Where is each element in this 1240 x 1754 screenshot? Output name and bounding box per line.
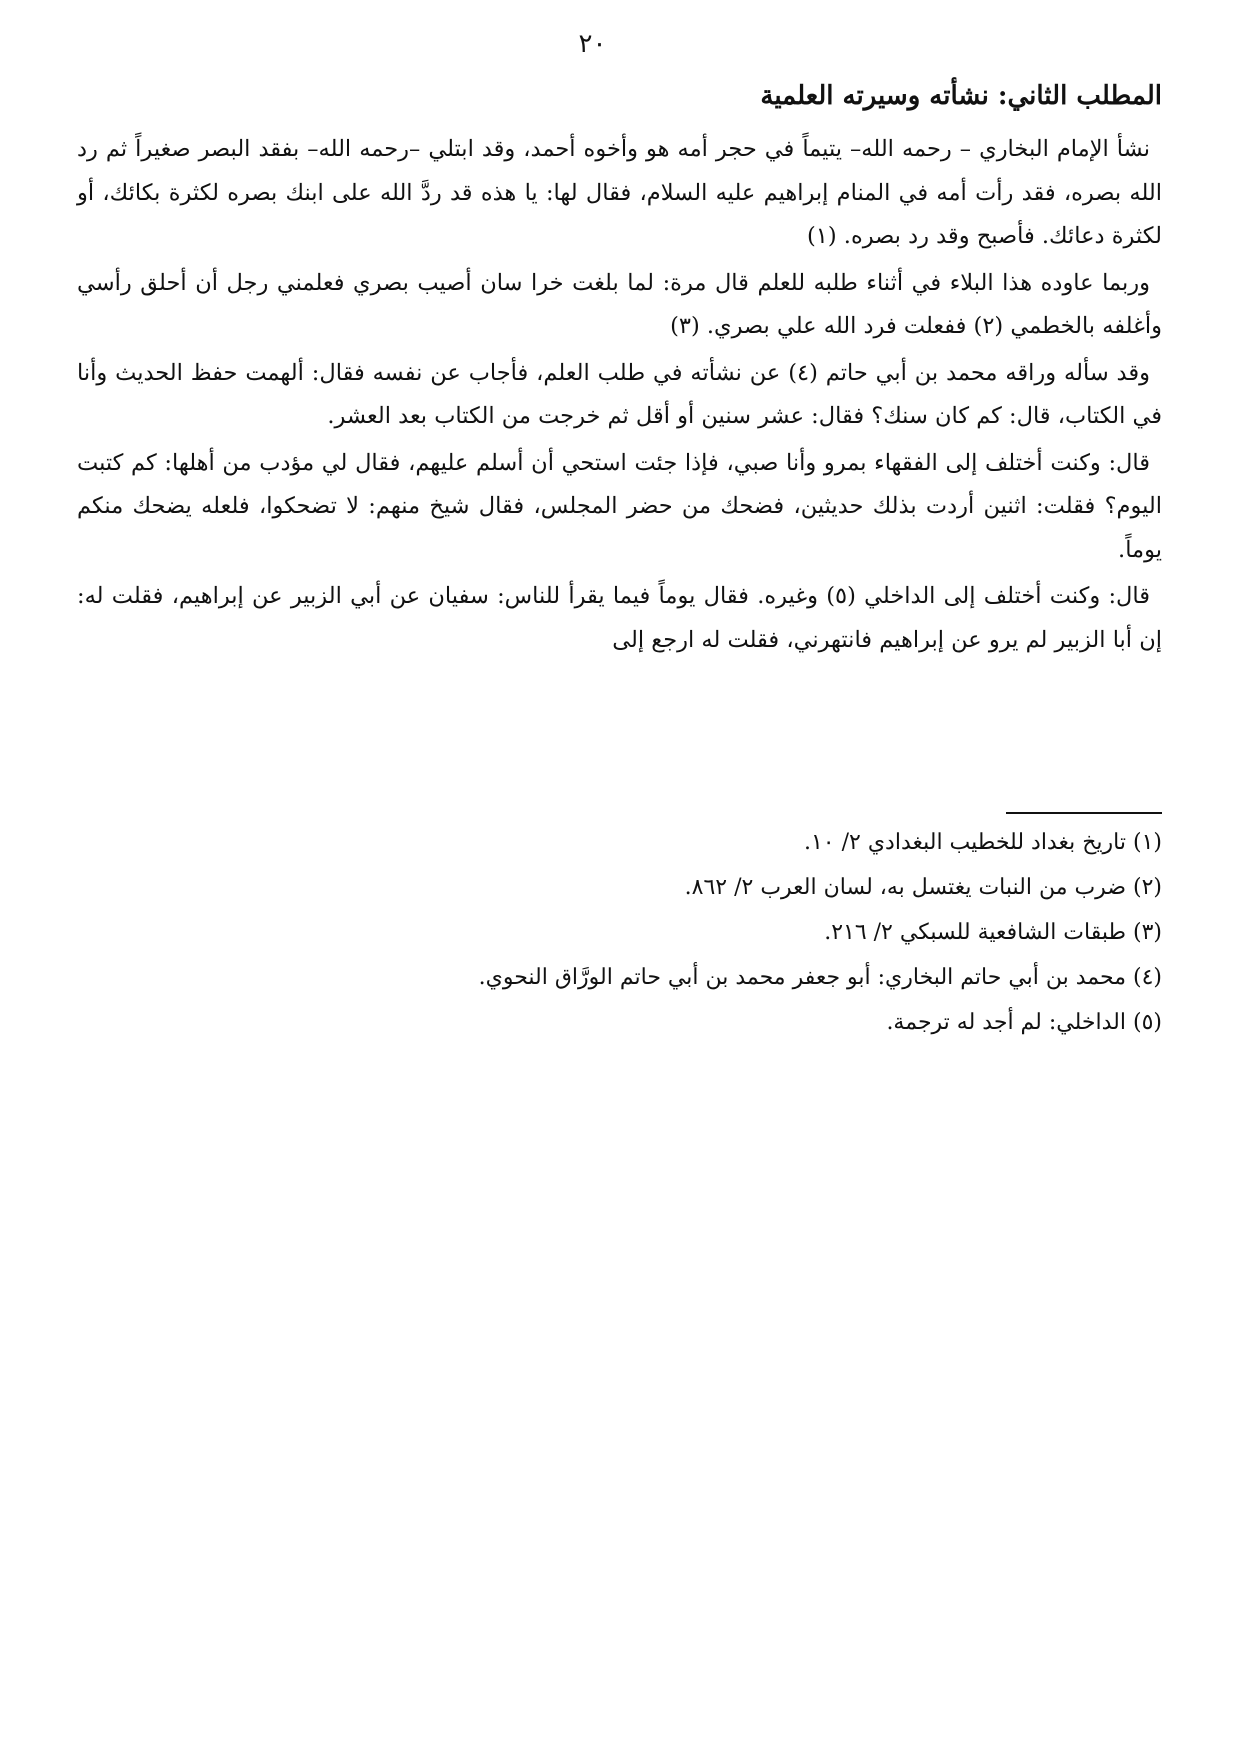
paragraph-dakhili: قال: وكنت أختلف إلى الداخلي (٥) وغيره. فقال يوماً فيما يقرأ للناس: سفيان عن أبي الزبير عن إبراهيم، فقلت له: إن أبا الزبير لم يرو عن إبراهيم فانتهرني، فقلت له ارجع إلى	[77, 583, 1162, 653]
body-text	[77, 128, 1162, 665]
paragraph-jurists: قال: وكنت أختلف إلى الفقهاء بمرو وأنا صبي، فإذا جئت استحي أن أسلم عليهم، فقال لي مؤدب من أهلها: كم كتبت اليوم؟ فقلت: اثنين أردت بذلك حديثين، فضحك من حضر المجلس، فقال شيخ منهم: لا تضحكوا، فلعله يضحك منكم يوماً.	[77, 449, 1162, 563]
footnote-3: (٣) طبقات الشافعية للسبكي ٢/ ٢١٦.	[824, 920, 1162, 945]
section-title: المطلب الثاني: نشأته وسيرته العلمية	[760, 81, 1162, 111]
footnote-1: (١) تاريخ بغداد للخطيب البغدادي ٢/ ١٠.	[803, 830, 1162, 855]
paragraph-eyesight: وربما عاوده هذا البلاء في أثناء طلبه للعلم قال مرة: لما بلغت خرا سان أصيب بصري فعلمني رجل أن أحلق رأسي وأغلفه بالخطمي (٢) ففعلت فرد الله علي بصري. (٣)	[77, 269, 1162, 339]
footnote-5: (٥) الداخلي: لم أجد له ترجمة.	[886, 1010, 1162, 1035]
paragraph-upbringing: نشأ الإمام البخاري – رحمه الله– يتيماً في حجر أمه هو وأخوه أحمد، وقد ابتلي –رحمه الله– بفقد البصر صغيراً ثم رد الله بصره، فقد رأت أمه في المنام إبراهيم عليه السلام، فقال لها: يا هذه قد ردَّ الله على ابنك بصره لكثرة بكائك، أو لكثرة دعائك. فأصبح وقد رد بصره. (١)	[77, 136, 1162, 249]
footnote-separator	[1006, 812, 1162, 814]
paragraph-early-learning: وقد سأله وراقه محمد بن أبي حاتم (٤) عن نشأته في طلب العلم، فأجاب عن نفسه فقال: ألهمت حفظ الحديث وأنا في الكتاب، قال: كم كان سنك؟ فقال: عشر سنين أو أقل ثم خرجت من الكتاب بعد العشر.	[77, 359, 1162, 429]
footnote-4: (٤) محمد بن أبي حاتم البخاري: أبو جعفر محمد بن أبي حاتم الورَّاق النحوي.	[478, 965, 1162, 990]
page-number: ٢٠	[578, 29, 607, 59]
footnote-2: (٢) ضرب من النبات يغتسل به، لسان العرب ٢/ ٨٦٢.	[684, 875, 1162, 900]
footnotes-list	[77, 820, 1162, 1045]
